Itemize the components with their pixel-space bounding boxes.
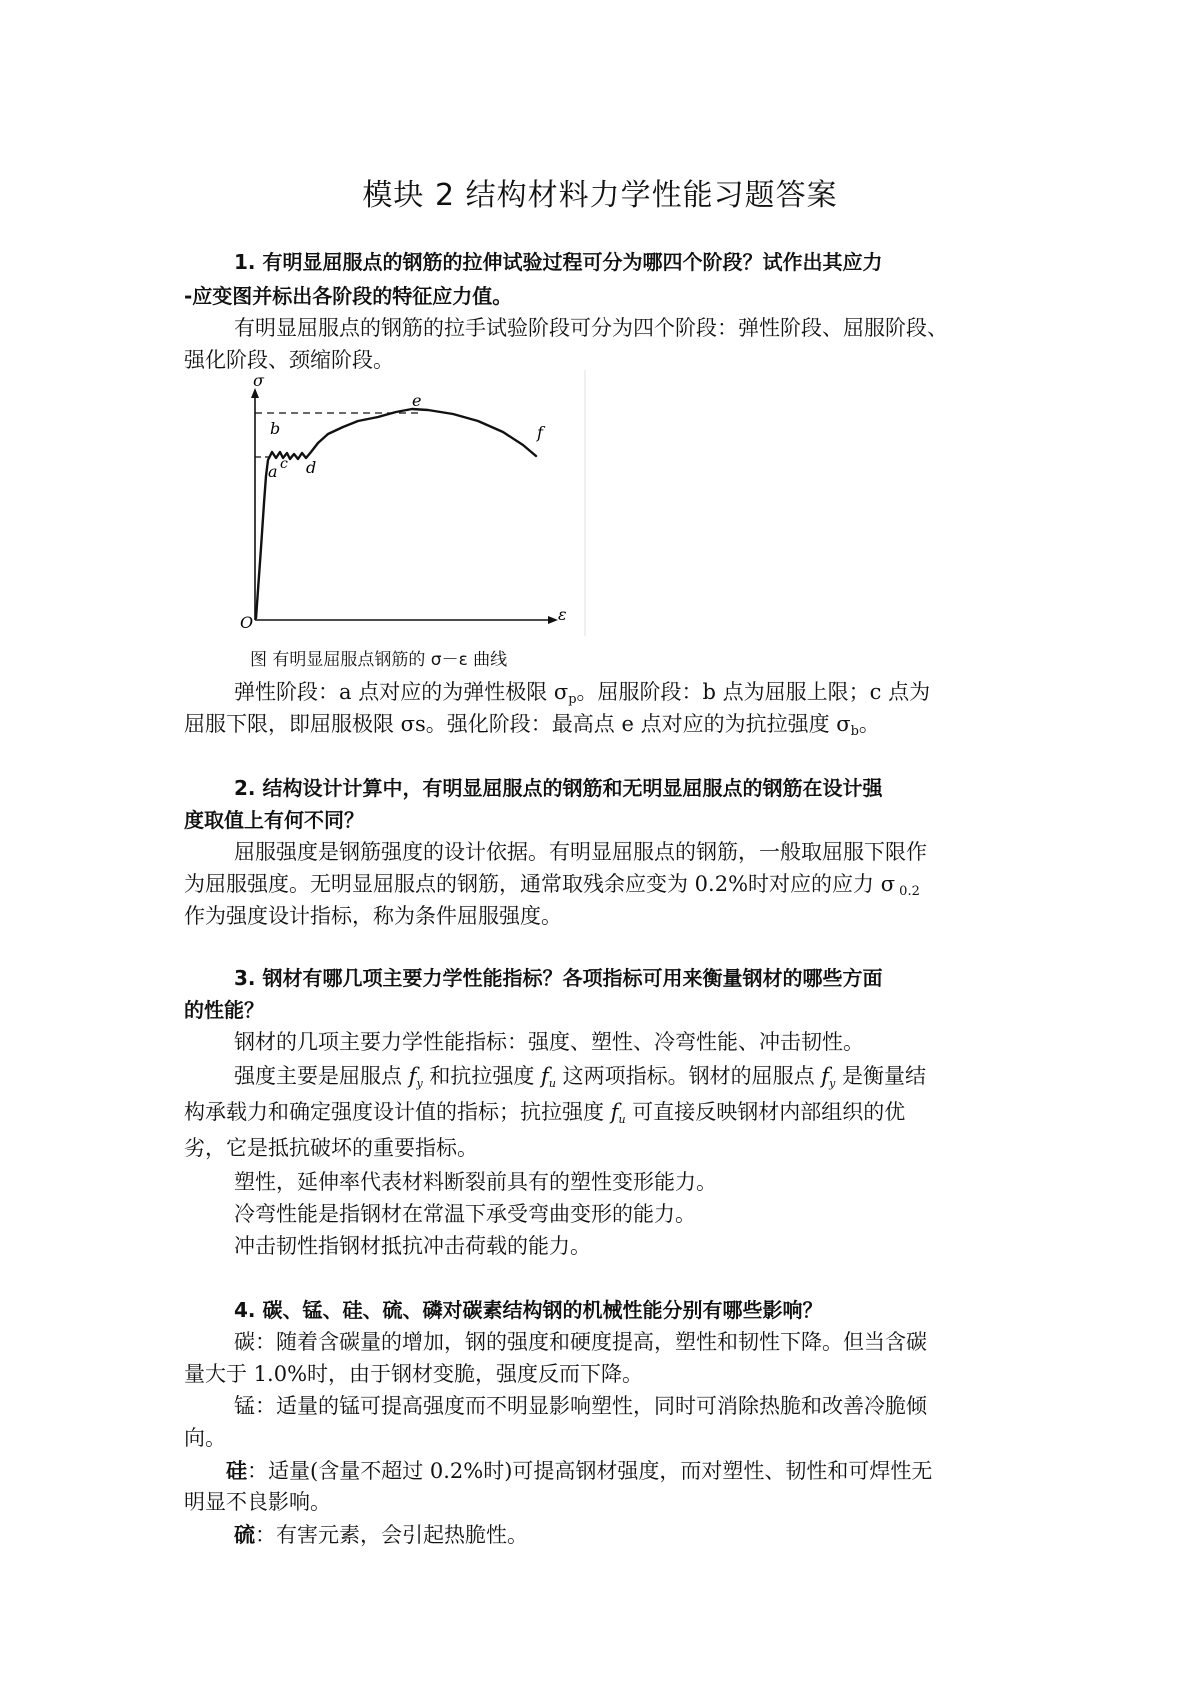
point-label-a: a bbox=[268, 462, 278, 481]
q3-heading-line2: 的性能？ bbox=[184, 998, 264, 1022]
q1-answer-line1: 有明显屈服点的钢筋的拉手试验阶段可分为四个阶段：弹性阶段、屈服阶段、 bbox=[234, 316, 948, 340]
x-axis-label: ε bbox=[558, 605, 567, 624]
q3-answer-line1: 钢材的几项主要力学性能指标：强度、塑性、冷弯性能、冲击韧性。 bbox=[234, 1030, 864, 1054]
q1-heading-line2: -应变图并标出各阶段的特征应力值。 bbox=[184, 284, 513, 308]
q2-heading-line1: 2. 结构设计计算中，有明显屈服点的钢筋和无明显屈服点的钢筋在设计强 bbox=[234, 776, 883, 800]
figure-caption: 图 有明显屈服点钢筋的 σ－ε 曲线 bbox=[250, 650, 508, 670]
q4-carbon-line1: 碳：随着含碳量的增加，钢的强度和硬度提高，塑性和韧性下降。但当含碳 bbox=[234, 1330, 927, 1354]
q3-answer-line7: 冲击韧性指钢材抵抗冲击荷载的能力。 bbox=[234, 1234, 591, 1258]
point-label-b: b bbox=[270, 419, 281, 438]
point-label-d: d bbox=[306, 458, 317, 477]
q4-heading: 4. 碳、锰、硅、硫、磷对碳素结构钢的机械性能分别有哪些影响？ bbox=[234, 1298, 823, 1322]
point-label-f: f bbox=[537, 423, 543, 442]
stress-strain-curve bbox=[256, 409, 536, 618]
q3-answer-line2: 强度主要是屈服点 fy 和抗拉强度 fu 这两项指标。钢材的屈服点 fy 是衡量结 bbox=[234, 1064, 926, 1090]
origin-label: O bbox=[240, 613, 254, 632]
q2-answer-line2: 为屈服强度。无明显屈服点的钢筋，通常取残余应变为 0.2%时对应的应力 σ $_{0.2}$ bbox=[184, 872, 920, 899]
q3-answer-line4: 劣，它是抵抗破坏的重要指标。 bbox=[184, 1136, 478, 1160]
q3-answer-line6: 冷弯性能是指钢材在常温下承受弯曲变形的能力。 bbox=[234, 1202, 696, 1226]
q4-carbon-line2: 量大于 1.0%时，由于钢材变脆，强度反而下降。 bbox=[184, 1362, 644, 1386]
q4-silicon-line2: 明显不良影响。 bbox=[184, 1490, 331, 1514]
q2-heading-line2: 度取值上有何不同？ bbox=[184, 808, 364, 832]
q2-answer-line3: 作为强度设计指标，称为条件屈服强度。 bbox=[184, 904, 562, 928]
q4-manganese-line2: 向。 bbox=[184, 1426, 226, 1450]
point-label-c: c bbox=[280, 456, 288, 472]
y-axis-label: σ bbox=[253, 371, 264, 390]
q2-answer-line1: 屈服强度是钢筋强度的设计依据。有明显屈服点的钢筋，一般取屈服下限作 bbox=[234, 840, 927, 864]
q1-detail-line1: 弹性阶段：a 点对应的为弹性极限 $\sigma_p$。屈服阶段：b 点为屈服上限；c 点为 bbox=[234, 680, 931, 707]
q4-manganese-line1: 锰：适量的锰可提高强度而不明显影响塑性，同时可消除热脆和改善冷脆倾 bbox=[234, 1394, 927, 1418]
q1-heading-line1: 1. 有明显屈服点的钢筋的拉伸试验过程可分为哪四个阶段？试作出其应力 bbox=[234, 250, 883, 274]
q3-answer-line3: 构承载力和确定强度设计值的指标；抗拉强度 fu 可直接反映钢材内部组织的优 bbox=[184, 1100, 906, 1126]
stress-strain-figure bbox=[228, 368, 588, 638]
q1-answer-line2: 强化阶段、颈缩阶段。 bbox=[184, 348, 394, 372]
q4-silicon-line1: 硅：适量(含量不超过 0.2%时)可提高钢材强度，而对塑性、韧性和可焊性无 bbox=[226, 1458, 933, 1483]
point-label-e: e bbox=[412, 391, 422, 410]
page-title: 模块 2 结构材料力学性能习题答案 bbox=[362, 178, 838, 213]
q1-detail-line2: 屈服下限，即屈服极限 σs。强化阶段：最高点 e 点对应的为抗拉强度 $\sigma_b$。 bbox=[184, 712, 880, 739]
q3-heading-line1: 3. 钢材有哪几项主要力学性能指标？各项指标可用来衡量钢材的哪些方面 bbox=[234, 966, 883, 990]
x-axis-arrow bbox=[548, 616, 558, 624]
q3-answer-line5: 塑性，延伸率代表材料断裂前具有的塑性变形能力。 bbox=[234, 1170, 717, 1194]
q4-sulfur-line1: 硫：有害元素，会引起热脆性。 bbox=[234, 1522, 528, 1547]
